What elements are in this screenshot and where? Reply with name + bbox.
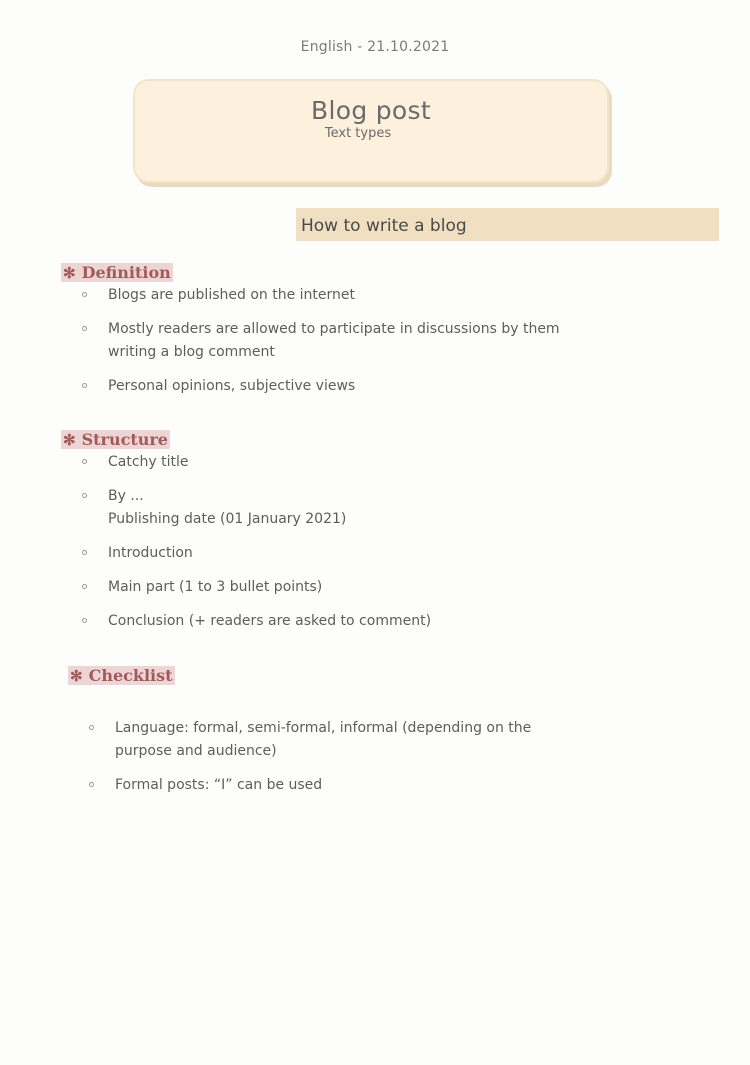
list-item (82, 318, 602, 364)
list-item (89, 717, 599, 763)
definition-list (82, 284, 602, 398)
list-item-text: Conclusion (+ readers are asked to comment) (108, 613, 432, 629)
hollow-circle-bullet-icon (82, 292, 87, 297)
hollow-circle-bullet-icon (82, 584, 87, 589)
list-item-text (89, 717, 599, 763)
page-subtitle: Text types (324, 126, 392, 141)
list-item (82, 485, 602, 531)
structure-heading (61, 430, 170, 449)
list-item (82, 284, 602, 307)
hollow-circle-bullet-icon (89, 782, 94, 787)
title-box (133, 79, 609, 183)
list-item-text: Catchy title (108, 454, 189, 470)
hollow-circle-bullet-icon (82, 383, 87, 388)
list-item (82, 451, 602, 474)
asterisk-icon: ✻ (63, 431, 76, 449)
asterisk-icon: ✻ (70, 667, 83, 685)
header-subject-date: English - 21.10.2021 (300, 39, 450, 55)
list-item-text: Personal opinions, subjective views (108, 378, 356, 394)
section-banner: How to write a blog (296, 208, 719, 241)
definition-heading-label: Definition (81, 263, 171, 282)
asterisk-icon: ✻ (63, 264, 76, 282)
checklist-heading-label: Checklist (88, 666, 173, 685)
list-item-text: Introduction (108, 545, 193, 561)
list-item-line: Publishing date (01 January 2021) (108, 511, 347, 527)
list-item-text: Main part (1 to 3 bullet points) (108, 579, 323, 595)
checklist-list (89, 717, 599, 797)
definition-heading (61, 263, 173, 282)
checklist-heading (68, 666, 175, 685)
structure-heading-label: Structure (81, 430, 168, 449)
hollow-circle-bullet-icon (82, 326, 87, 331)
hollow-circle-bullet-icon (82, 459, 87, 464)
list-item (89, 774, 599, 797)
hollow-circle-bullet-icon (82, 493, 87, 498)
list-item-line: writing a blog comment (108, 344, 275, 360)
structure-list (82, 451, 602, 633)
hollow-circle-bullet-icon (89, 725, 94, 730)
list-item-text: Blogs are published on the internet (108, 287, 355, 303)
list-item-line: Language: formal, semi-formal, informal (depending on the (115, 720, 532, 736)
list-item-line: By ... (108, 488, 144, 504)
list-item-line: purpose and audience) (115, 743, 277, 759)
list-item-text (82, 318, 602, 364)
list-item (82, 375, 602, 398)
hollow-circle-bullet-icon (82, 550, 87, 555)
list-item-text: Formal posts: “I” can be used (115, 777, 323, 793)
page-title: Blog post (311, 96, 431, 125)
list-item-line: Mostly readers are allowed to participate in discussions by them (108, 321, 560, 337)
list-item (82, 542, 602, 565)
list-item-text (82, 485, 602, 531)
list-item (82, 610, 602, 633)
hollow-circle-bullet-icon (82, 618, 87, 623)
list-item (82, 576, 602, 599)
